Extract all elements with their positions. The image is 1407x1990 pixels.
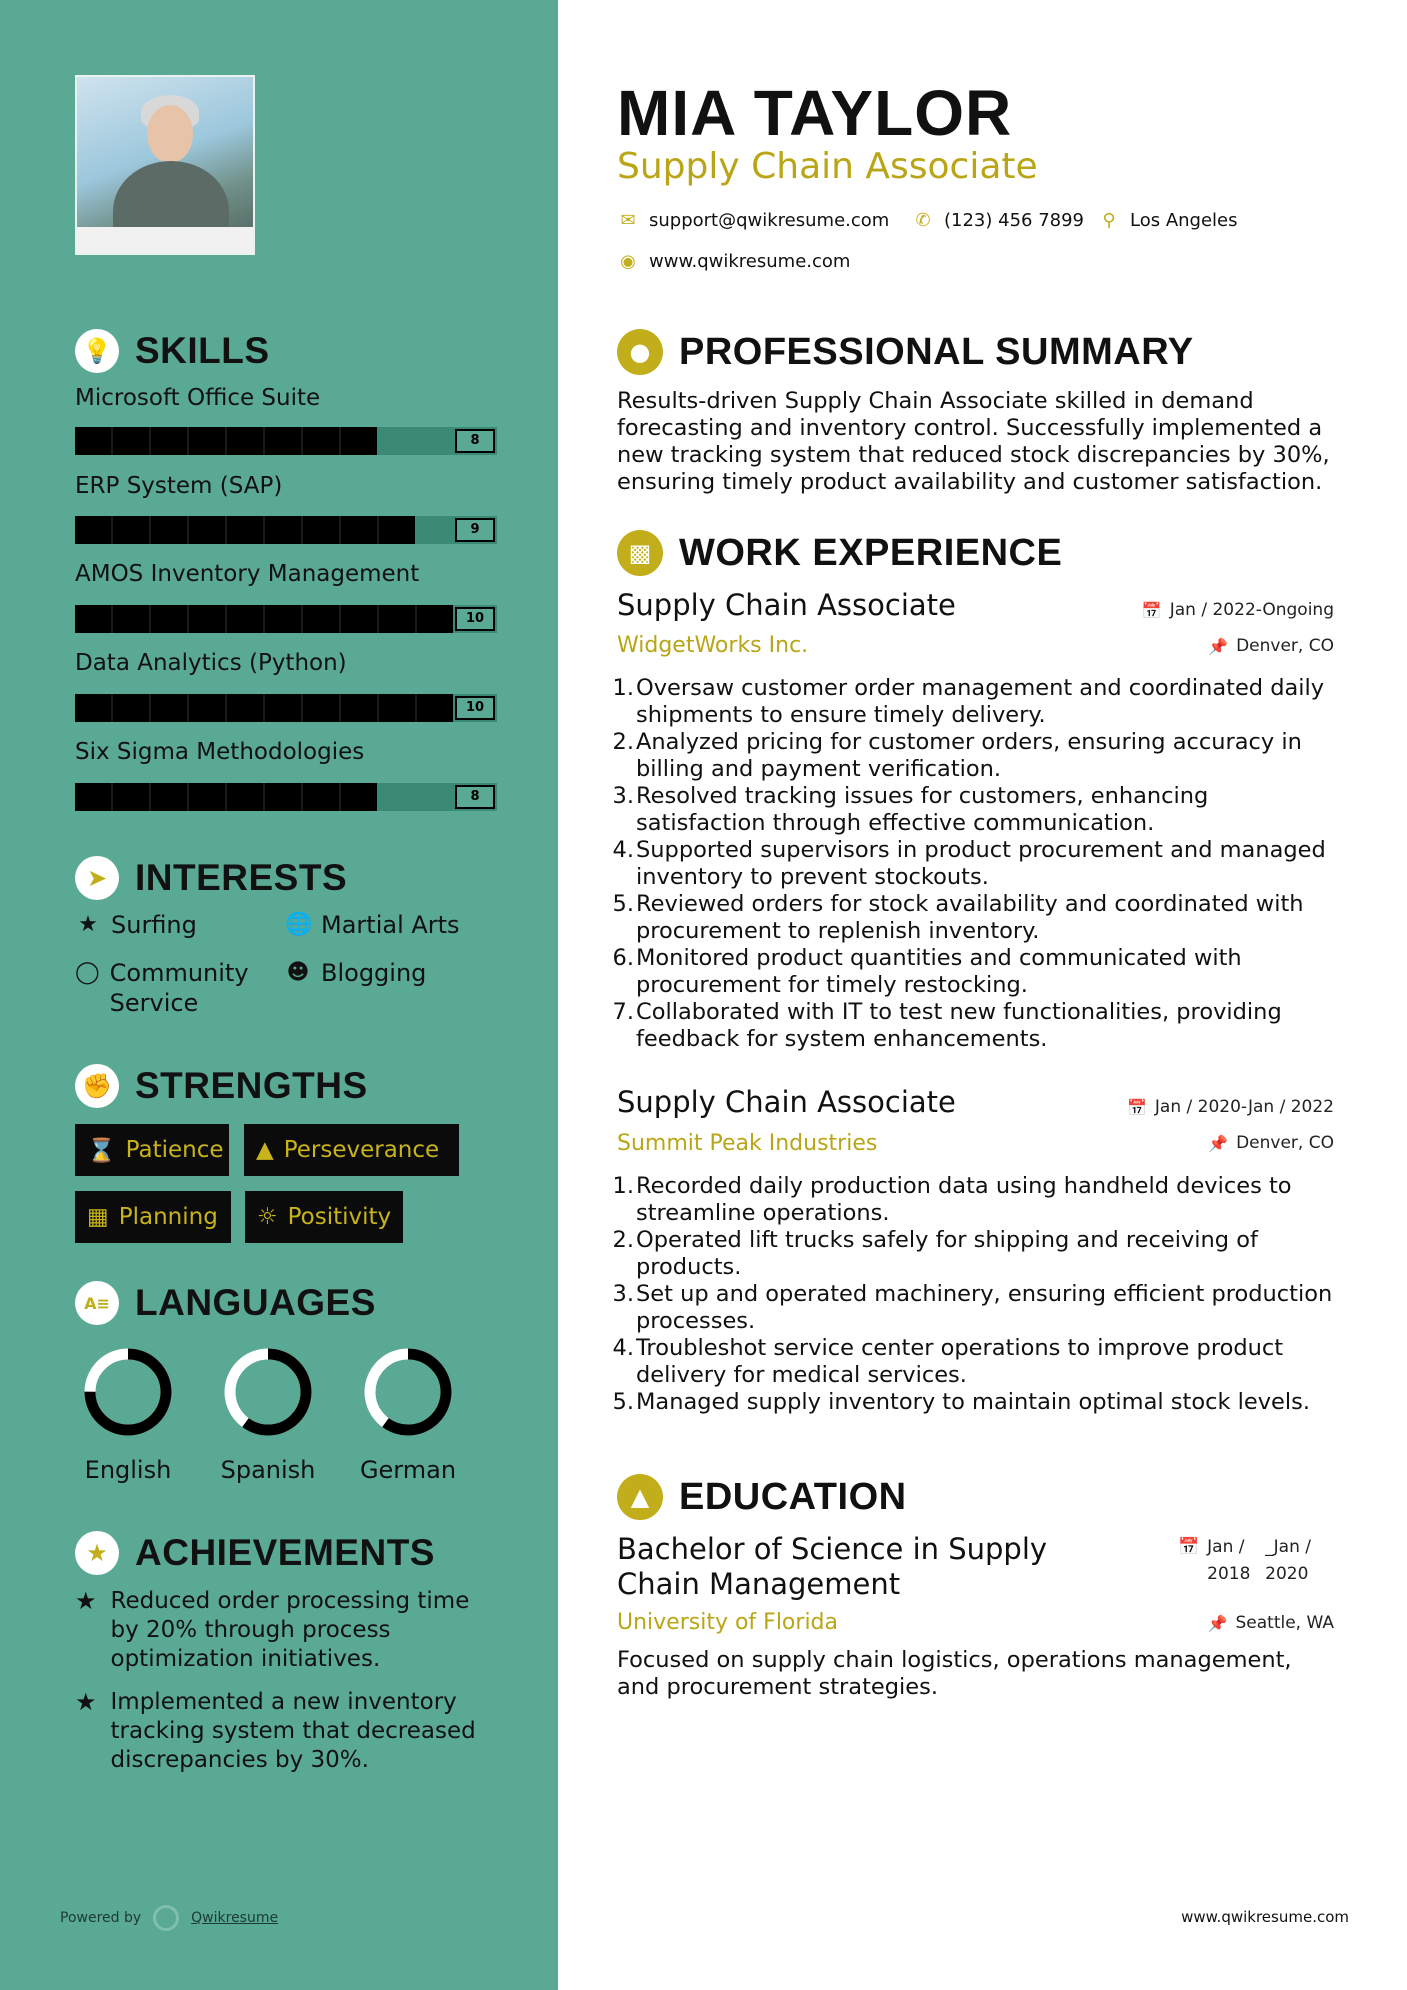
job-title: Supply Chain Associate	[617, 1085, 956, 1119]
education-description: Focused on supply chain logistics, operations management, and procurement strategies.	[617, 1647, 1292, 1700]
pin-icon: 📌	[1208, 1133, 1229, 1153]
footer-url[interactable]: www.qwikresume.com	[1181, 1908, 1349, 1926]
contact-phone[interactable]	[912, 210, 1084, 231]
language-label: English	[84, 1456, 172, 1484]
language-ring	[222, 1346, 314, 1438]
list-item: 3. Resolved tracking issues for customers, enhancing satisfaction through effective communication.	[612, 783, 1209, 836]
fist-icon: ✊	[75, 1064, 119, 1108]
interest-label: Blogging	[321, 959, 427, 987]
languages-heading-row	[75, 1281, 376, 1325]
candidate-name: MIA TAYLOR	[617, 77, 1013, 149]
job-location-text: Denver, CO	[1236, 636, 1334, 656]
paper-plane-icon: ➤	[75, 856, 119, 900]
interests-heading: INTERESTS	[135, 857, 348, 898]
language-label: German	[359, 1456, 457, 1484]
skill-bar-fill	[75, 783, 377, 811]
job-dates	[1142, 600, 1334, 620]
language-ring	[362, 1346, 454, 1438]
skill-level: 10	[455, 607, 495, 631]
skill-name: Six Sigma Methodologies	[75, 739, 365, 765]
skill-level: 8	[455, 429, 495, 453]
contact-website[interactable]	[617, 251, 850, 272]
strength-badge	[244, 1124, 459, 1176]
map-pin-icon: ⚲	[1102, 210, 1116, 231]
shield-icon: ◯	[75, 960, 100, 985]
users-icon: ☻	[286, 960, 310, 985]
list-item: 4. Supported supervisors in product procurement and managed inventory to prevent stockouts.	[612, 837, 1326, 890]
skill-bar-fill	[75, 516, 415, 544]
star-icon: ★	[75, 1688, 97, 1716]
list-item: 3. Set up and operated machinery, ensuring efficient production processes.	[612, 1281, 1333, 1334]
strength-badge	[75, 1124, 229, 1176]
skill-bar-fill	[75, 605, 453, 633]
education-location-text: Seattle, WA	[1235, 1613, 1334, 1633]
skill-level: 10	[455, 696, 495, 720]
strengths-heading: STRENGTHS	[135, 1065, 368, 1106]
achievement-item	[75, 1587, 495, 1674]
edu-end-month: _Jan /	[1265, 1537, 1312, 1557]
list-item: 7. Collaborated with IT to test new functionalities, providing feedback for system enhancements.	[612, 999, 1282, 1052]
job-location-text: Denver, CO	[1236, 1133, 1334, 1153]
interest-label: Community Service	[109, 959, 249, 1017]
globe-icon: ◉	[620, 251, 636, 272]
achievement-item	[75, 1688, 495, 1775]
strength-label: Positivity	[287, 1204, 392, 1230]
achievement-text: Implemented a new inventory tracking system that decreased discrepancies by 30%.	[110, 1689, 476, 1773]
edu-start-month: Jan /	[1207, 1537, 1245, 1557]
language-ring	[82, 1346, 174, 1438]
job-location	[1208, 1133, 1334, 1153]
sidebar	[0, 0, 558, 1990]
interest-item	[75, 958, 265, 1018]
graduation-cap-icon: ▲	[617, 1474, 663, 1520]
website-text: www.qwikresume.com	[649, 251, 851, 272]
summary-heading: PROFESSIONAL SUMMARY	[679, 330, 1194, 373]
pin-icon: 📌	[1207, 1613, 1228, 1633]
interest-item	[75, 910, 197, 940]
email-text: support@qwikresume.com	[649, 210, 890, 231]
envelope-icon: ✉	[620, 210, 636, 231]
strength-badge	[75, 1191, 231, 1243]
strengths-heading-row	[75, 1064, 368, 1108]
job-bullets	[610, 1173, 1340, 1416]
list-item: 6. Monitored product quantities and communicated with procurement for timely restocking.	[612, 945, 1242, 998]
achievements-heading: ACHIEVEMENTS	[135, 1532, 435, 1573]
skill-bar	[75, 783, 497, 811]
education-heading: EDUCATION	[679, 1475, 907, 1518]
skill-level: 9	[455, 518, 495, 542]
experience-heading-row	[617, 530, 1062, 576]
education-location	[1208, 1613, 1334, 1633]
phone-icon: ✆	[915, 210, 931, 231]
interest-label: Surfing	[111, 911, 197, 939]
job-bullets	[610, 675, 1340, 1053]
skill-bar	[75, 427, 497, 455]
school-name: University of Florida	[617, 1610, 838, 1635]
job-dates	[1127, 1097, 1334, 1117]
road-icon: ▲	[256, 1137, 274, 1163]
skill-name: Microsoft Office Suite	[75, 385, 321, 411]
sun-icon: ☼	[257, 1204, 278, 1230]
skill-bar	[75, 516, 497, 544]
pin-icon: 📌	[1208, 636, 1229, 656]
language-label: Spanish	[220, 1456, 316, 1484]
skill-name: AMOS Inventory Management	[75, 561, 420, 587]
list-item: 2. Analyzed pricing for customer orders, ensuring accuracy in billing and payment verification.	[612, 729, 1302, 782]
interests-heading-row	[75, 856, 347, 900]
job-title: Supply Chain Associate	[617, 588, 956, 622]
languages-heading: LANGUAGES	[135, 1282, 376, 1323]
list-item: 2. Operated lift trucks safely for shipping and receiving of products.	[612, 1227, 1258, 1280]
strength-label: Perseverance	[283, 1137, 440, 1163]
calendar-icon: ▦	[87, 1204, 109, 1230]
hourglass-icon: ⌛	[87, 1137, 116, 1164]
strength-badge	[245, 1191, 403, 1243]
education-heading-row	[617, 1474, 907, 1520]
phone-text: (123) 456 7899	[944, 210, 1085, 231]
edu-start-year: 2018	[1207, 1564, 1251, 1584]
globe-icon: 🌐	[285, 912, 313, 937]
qwikresume-logo-icon	[153, 1905, 179, 1931]
user-icon: ●	[617, 329, 663, 375]
star-badge-icon: ★	[75, 1531, 119, 1575]
list-item: 1. Oversaw customer order management and coordinated daily shipments to ensure timely delivery.	[612, 675, 1325, 728]
location-text: Los Angeles	[1130, 210, 1238, 231]
skill-bar	[75, 694, 497, 722]
candidate-title: Supply Chain Associate	[617, 146, 1038, 187]
strength-label: Planning	[118, 1204, 218, 1230]
skill-name: ERP System (SAP)	[75, 473, 283, 499]
job-dates-text: Jan / 2020-Jan / 2022	[1154, 1097, 1334, 1117]
lightbulb-icon: 💡	[75, 329, 119, 373]
job-location	[1208, 636, 1334, 656]
education-dates	[1178, 1534, 1315, 1588]
job-dates-text: Jan / 2022-Ongoing	[1169, 600, 1334, 620]
calendar-icon: 📅	[1126, 1097, 1147, 1117]
skill-name: Data Analytics (Python)	[75, 650, 347, 676]
achievements-heading-row	[75, 1531, 435, 1575]
contact-email[interactable]	[617, 210, 889, 231]
experience-heading: WORK EXPERIENCE	[679, 531, 1063, 574]
skill-level: 8	[455, 785, 495, 809]
achievement-text: Reduced order processing time by 20% through process optimization initiatives.	[110, 1588, 470, 1672]
list-item: 1. Recorded daily production data using handheld devices to streamline operations.	[612, 1173, 1292, 1226]
list-item: 5. Managed supply inventory to maintain optimal stock levels.	[612, 1389, 1311, 1415]
contact-location	[1098, 210, 1238, 231]
profile-photo	[75, 75, 255, 255]
strength-label: Patience	[125, 1137, 224, 1163]
degree-title: Bachelor of Science in Supply Chain Management	[617, 1532, 1048, 1601]
skill-bar-fill	[75, 694, 453, 722]
calendar-icon: 📅	[1178, 1537, 1200, 1557]
company-name: Summit Peak Industries	[617, 1131, 878, 1156]
interest-label: Martial Arts	[321, 911, 460, 939]
list-item: 4. Troubleshot service center operations to improve product delivery for medical services.	[612, 1335, 1284, 1388]
star-icon: ★	[75, 1587, 97, 1615]
list-item: 5. Reviewed orders for stock availability and coordinated with procurement to replenish inventory.	[612, 891, 1304, 944]
interest-item	[285, 958, 426, 988]
interest-item	[285, 910, 460, 940]
company-name: WidgetWorks Inc.	[617, 633, 809, 658]
powered-by	[60, 1905, 278, 1931]
skills-heading-row	[75, 329, 270, 373]
summary-heading-row	[617, 329, 1194, 375]
office-chair-icon: ▩	[617, 530, 663, 576]
qwikresume-link[interactable]: Qwikresume	[191, 1910, 279, 1926]
edu-end-year: 2020	[1265, 1564, 1309, 1584]
skill-bar-fill	[75, 427, 377, 455]
language-icon: A≡	[75, 1281, 119, 1325]
summary-text: Results-driven Supply Chain Associate skilled in demand forecasting and inventory control. Successfully implemented a new tracking system that reduced stock discrepancies by 30%, ensuring timely product availability and customer satisfaction.	[617, 388, 1330, 495]
skills-heading: SKILLS	[135, 330, 270, 371]
powered-by-label: Powered by	[60, 1910, 142, 1926]
calendar-icon: 📅	[1141, 600, 1162, 620]
skill-bar	[75, 605, 497, 633]
star-icon: ★	[78, 912, 98, 937]
